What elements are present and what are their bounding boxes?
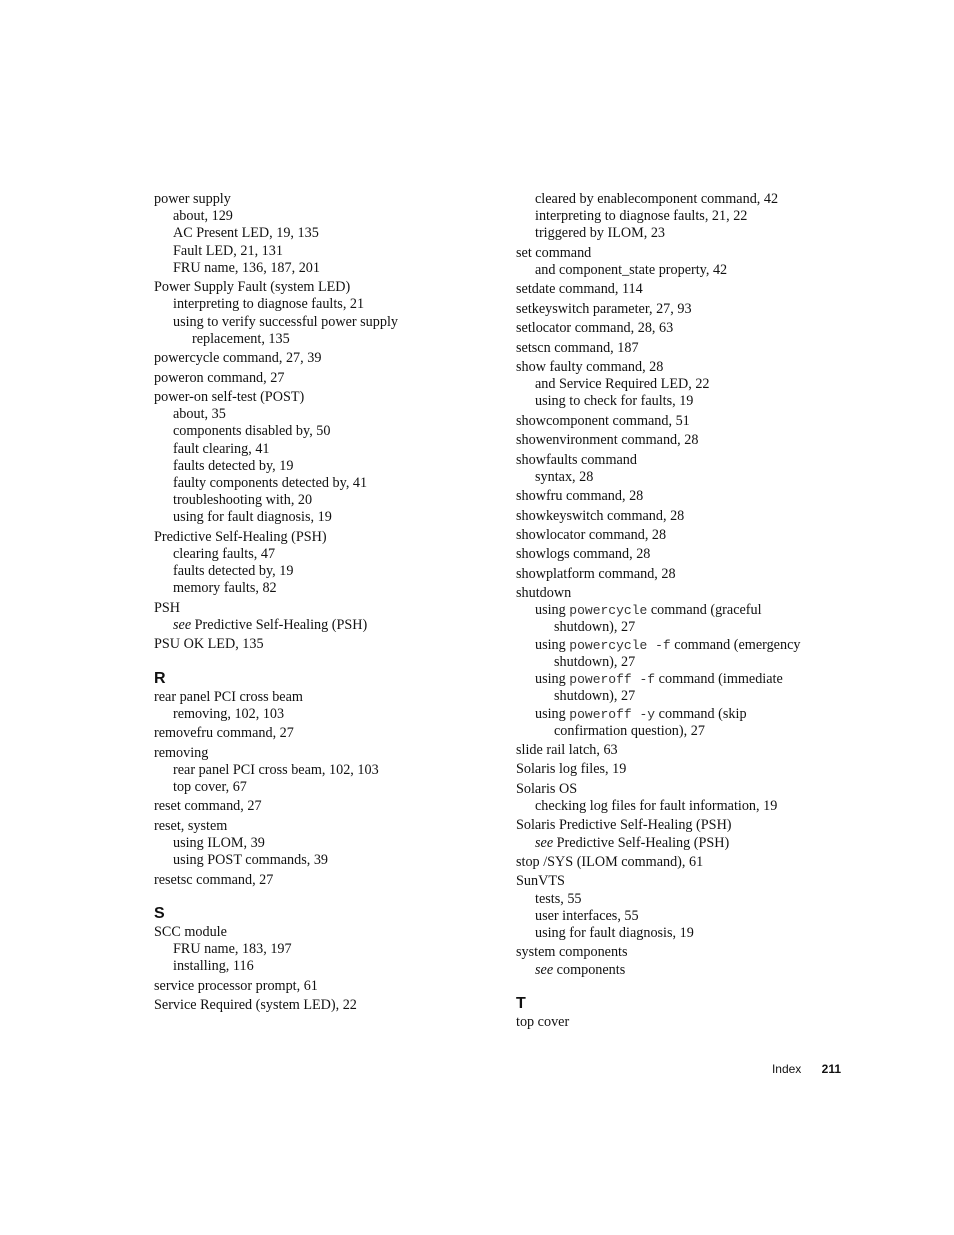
index-subterm: [154, 941, 499, 958]
command-code: poweroff -f: [569, 672, 656, 688]
index-entry: [516, 508, 846, 525]
index-text: interpreting to diagnose faults, 21: [173, 296, 365, 313]
index-column-right: [516, 191, 846, 1033]
index-text: shutdown), 27: [554, 688, 636, 705]
index-text: command (graceful: [647, 602, 762, 619]
index-term: [516, 854, 846, 871]
index-subterm: [516, 908, 846, 925]
index-subterm: [516, 835, 846, 852]
command-code: poweroff -y: [569, 706, 656, 722]
index-entry: [154, 350, 499, 367]
index-text: confirmation question), 27: [554, 722, 705, 739]
index-subterm: [154, 852, 499, 869]
index-text: faults detected by, 19: [173, 457, 294, 474]
index-term: [516, 340, 846, 357]
index-text: components disabled by, 50: [173, 423, 331, 440]
index-text: FRU name, 136, 187, 201: [173, 259, 320, 276]
index-text: shutdown), 27: [554, 619, 636, 636]
index-subterm: [154, 563, 499, 580]
index-term: [154, 818, 499, 835]
index-term: [154, 636, 499, 653]
index-subterm: [154, 406, 499, 423]
index-text: installing, 116: [173, 958, 254, 975]
index-entry: [516, 359, 846, 411]
index-text: using for fault diagnosis, 19: [535, 925, 694, 942]
index-text: service processor prompt, 61: [154, 977, 318, 994]
index-text: stop /SYS (ILOM command), 61: [516, 854, 704, 871]
index-text: command (immediate: [655, 671, 783, 688]
page-number: 211: [821, 1062, 841, 1076]
index-subterm: [154, 423, 499, 440]
index-entry: [516, 817, 846, 851]
command-code: powercycle -f: [569, 637, 671, 653]
index-text: SCC module: [154, 923, 227, 940]
index-subterm: [516, 393, 846, 410]
index-subterm: [516, 602, 846, 619]
index-letter-heading: T: [516, 994, 526, 1012]
index-text: setdate command, 114: [516, 281, 643, 298]
index-entry: [516, 320, 846, 337]
index-term: [516, 301, 846, 318]
index-text: showfru command, 28: [516, 488, 644, 505]
index-text: SunVTS: [516, 873, 565, 890]
index-text: power supply: [154, 191, 231, 207]
index-text: slide rail latch, 63: [516, 742, 618, 759]
index-continuation: [516, 688, 846, 705]
see-reference: see: [535, 834, 554, 851]
index-entry: [516, 301, 846, 318]
index-term: [516, 281, 846, 298]
index-text: AC Present LED, 19, 135: [173, 225, 319, 242]
index-text: Solaris Predictive Self-Healing (PSH): [516, 817, 732, 834]
index-text: showfaults command: [516, 451, 637, 468]
index-term: [516, 320, 846, 337]
index-entry: [154, 924, 499, 976]
index-text: triggered by ILOM, 23: [535, 225, 666, 242]
index-text: using: [535, 602, 570, 619]
index-term: [516, 488, 846, 505]
index-subterm: [154, 458, 499, 475]
index-term: [516, 359, 846, 376]
index-term: [516, 508, 846, 525]
index-text: reset command, 27: [154, 798, 262, 815]
index-entry: [154, 600, 499, 634]
index-text: system components: [516, 944, 628, 961]
index-subterm: [154, 958, 499, 975]
index-continuation: [516, 654, 846, 671]
index-text: faults detected by, 19: [173, 563, 294, 580]
index-subterm: [516, 469, 846, 486]
index-text: using: [535, 705, 570, 722]
index-text: PSU OK LED, 135: [154, 636, 264, 653]
index-entry: [154, 529, 499, 598]
index-text: power-on self-test (POST): [154, 388, 305, 405]
see-reference: see: [173, 617, 192, 633]
index-entry: [516, 245, 846, 279]
index-subterm: [154, 225, 499, 242]
index-text: removing: [154, 744, 209, 761]
index-term: [154, 725, 499, 742]
index-term: [516, 781, 846, 798]
index-text: command (emergency: [670, 636, 801, 653]
index-term: [154, 350, 499, 367]
index-term: [516, 527, 846, 544]
index-term: [516, 585, 846, 602]
index-term: [154, 389, 499, 406]
index-text: showkeyswitch command, 28: [516, 507, 685, 524]
index-text: setscn command, 187: [516, 339, 639, 356]
index-subterm: [516, 706, 846, 723]
index-text: Power Supply Fault (system LED): [154, 279, 351, 296]
index-entry: [154, 798, 499, 815]
index-subterm: [516, 798, 846, 815]
index-text: showenvironment command, 28: [516, 432, 699, 449]
index-subterm: [154, 617, 499, 634]
index-subterm: [516, 637, 846, 654]
index-text: faulty components detected by, 41: [173, 475, 368, 491]
index-text: using POST commands, 39: [173, 852, 329, 869]
index-text: removing, 102, 103: [173, 705, 285, 722]
index-continuation: [516, 619, 846, 636]
index-text: using: [535, 636, 570, 653]
index-subterm: [154, 296, 499, 313]
index-term: [516, 566, 846, 583]
index-term: [516, 944, 846, 961]
index-term: [516, 817, 846, 834]
index-subterm: [516, 962, 846, 979]
index-continuation: [516, 723, 846, 740]
index-continuation: [154, 331, 499, 348]
index-text: components: [553, 961, 626, 978]
index-term: [154, 279, 499, 296]
index-entry: [516, 944, 846, 978]
index-text: command (skip: [655, 705, 747, 722]
index-text: using: [535, 671, 570, 688]
index-text: interpreting to diagnose faults, 21, 22: [535, 208, 748, 225]
see-reference: see: [535, 961, 554, 978]
index-subterm: [154, 475, 499, 492]
index-text: rear panel PCI cross beam, 102, 103: [173, 761, 379, 778]
index-entry: [516, 585, 846, 740]
index-entry: [516, 432, 846, 449]
index-entry: [516, 452, 846, 486]
index-entry: [516, 413, 846, 430]
index-term: [154, 745, 499, 762]
index-term: [516, 413, 846, 430]
index-text: shutdown), 27: [554, 653, 636, 670]
footer-section-label: Index: [771, 1062, 802, 1076]
index-entry: [154, 872, 499, 889]
index-text: fault clearing, 41: [173, 440, 270, 457]
index-subterm: [516, 376, 846, 393]
index-subterm: [516, 191, 846, 208]
index-text: set command: [516, 244, 592, 261]
index-text: powercycle command, 27, 39: [154, 350, 322, 367]
index-entry: [516, 488, 846, 505]
index-term: [154, 872, 499, 889]
index-text: using to verify successful power supply: [173, 313, 398, 330]
index-text: setkeyswitch parameter, 27, 93: [516, 300, 692, 317]
index-text: top cover: [516, 1013, 570, 1030]
index-entry: [516, 781, 846, 815]
index-text: setlocator command, 28, 63: [516, 320, 674, 337]
index-text: poweron command, 27: [154, 369, 285, 386]
index-text: memory faults, 82: [173, 580, 277, 597]
index-text: removefru command, 27: [154, 725, 294, 742]
index-text: replacement, 135: [192, 330, 290, 347]
index-term: [516, 742, 846, 759]
index-letter-heading: S: [154, 904, 165, 922]
index-subterm: [516, 925, 846, 942]
index-text: FRU name, 183, 197: [173, 940, 292, 957]
index-text: showlogs command, 28: [516, 546, 651, 563]
index-entry: [516, 873, 846, 942]
index-text: user interfaces, 55: [535, 907, 639, 924]
index-term: [516, 245, 846, 262]
index-subterm: [516, 208, 846, 225]
index-text: cleared by enablecomponent command, 42: [535, 191, 779, 207]
command-code: powercycle: [569, 603, 648, 619]
index-term: [154, 689, 499, 706]
index-term: [154, 370, 499, 387]
index-text: shutdown: [516, 585, 572, 602]
index-text: Predictive Self-Healing (PSH): [191, 617, 368, 633]
index-entry: [154, 370, 499, 387]
index-text: Solaris log files, 19: [516, 761, 627, 778]
index-entry: [154, 279, 499, 348]
page-footer: [772, 1061, 841, 1077]
index-entry: [154, 745, 499, 797]
index-text: using ILOM, 39: [173, 834, 265, 851]
index-text: resetsc command, 27: [154, 871, 274, 888]
index-entry: [154, 978, 499, 995]
index-subterm: [154, 492, 499, 509]
index-text: checking log files for fault information, 19: [535, 798, 778, 815]
index-subterm: [516, 262, 846, 279]
index-subterm: [154, 208, 499, 225]
index-text: PSH: [154, 599, 181, 616]
index-entry: [516, 742, 846, 759]
index-text: Service Required (system LED), 22: [154, 996, 357, 1013]
index-text: showlocator command, 28: [516, 526, 667, 543]
index-text: and component_state property, 42: [535, 262, 728, 278]
index-subterm: [516, 671, 846, 688]
index-entry: [154, 191, 499, 277]
index-text: clearing faults, 47: [173, 546, 276, 562]
index-entry: [154, 725, 499, 742]
index-subterm: [516, 225, 846, 242]
index-entry: [516, 527, 846, 544]
index-term: [154, 924, 499, 941]
index-subterm: [154, 260, 499, 277]
index-entry: [516, 191, 846, 243]
index-term: [154, 798, 499, 815]
index-term: [154, 529, 499, 546]
index-subterm: [154, 762, 499, 779]
index-term: [516, 452, 846, 469]
index-term: [516, 546, 846, 563]
index-term: [154, 191, 499, 208]
index-text: about, 129: [173, 208, 233, 225]
index-entry: [516, 546, 846, 563]
index-subterm: [154, 243, 499, 260]
index-text: troubleshooting with, 20: [173, 492, 313, 509]
index-text: showcomponent command, 51: [516, 412, 690, 429]
index-term: [516, 873, 846, 890]
index-subterm: [154, 706, 499, 723]
index-text: using to check for faults, 19: [535, 393, 694, 410]
index-entry: [516, 854, 846, 871]
index-term: [516, 761, 846, 778]
index-entry: [154, 997, 499, 1014]
index-entry: [154, 389, 499, 527]
index-entry: [516, 340, 846, 357]
index-text: rear panel PCI cross beam: [154, 688, 303, 705]
index-text: top cover, 67: [173, 778, 247, 795]
index-text: Predictive Self-Healing (PSH): [553, 834, 730, 851]
index-term: [154, 978, 499, 995]
index-text: reset, system: [154, 817, 228, 834]
index-subterm: [154, 779, 499, 796]
index-subterm: [154, 546, 499, 563]
index-entry: [154, 689, 499, 723]
index-text: and Service Required LED, 22: [535, 376, 710, 393]
index-column-left: [154, 191, 499, 1016]
index-subterm: [516, 891, 846, 908]
index-text: tests, 55: [535, 890, 582, 907]
index-term: [516, 432, 846, 449]
index-text: using for fault diagnosis, 19: [173, 509, 332, 526]
index-subterm: [154, 314, 499, 331]
index-subterm: [154, 580, 499, 597]
index-text: Fault LED, 21, 131: [173, 242, 283, 259]
index-text: syntax, 28: [535, 468, 594, 485]
index-subterm: [154, 835, 499, 852]
index-text: Solaris OS: [516, 780, 578, 797]
index-entry: [154, 636, 499, 653]
index-entry: [516, 281, 846, 298]
index-term: [516, 1014, 846, 1031]
index-entry: [516, 566, 846, 583]
index-text: about, 35: [173, 406, 226, 423]
index-subterm: [154, 441, 499, 458]
index-subterm: [154, 509, 499, 526]
index-term: [154, 600, 499, 617]
index-entry: [154, 818, 499, 870]
index-text: showplatform command, 28: [516, 565, 676, 582]
index-term: [154, 997, 499, 1014]
index-entry: [516, 761, 846, 778]
index-text: Predictive Self-Healing (PSH): [154, 528, 327, 545]
index-entry: [516, 1014, 846, 1031]
index-letter-heading: R: [154, 669, 166, 687]
index-text: show faulty command, 28: [516, 358, 664, 375]
